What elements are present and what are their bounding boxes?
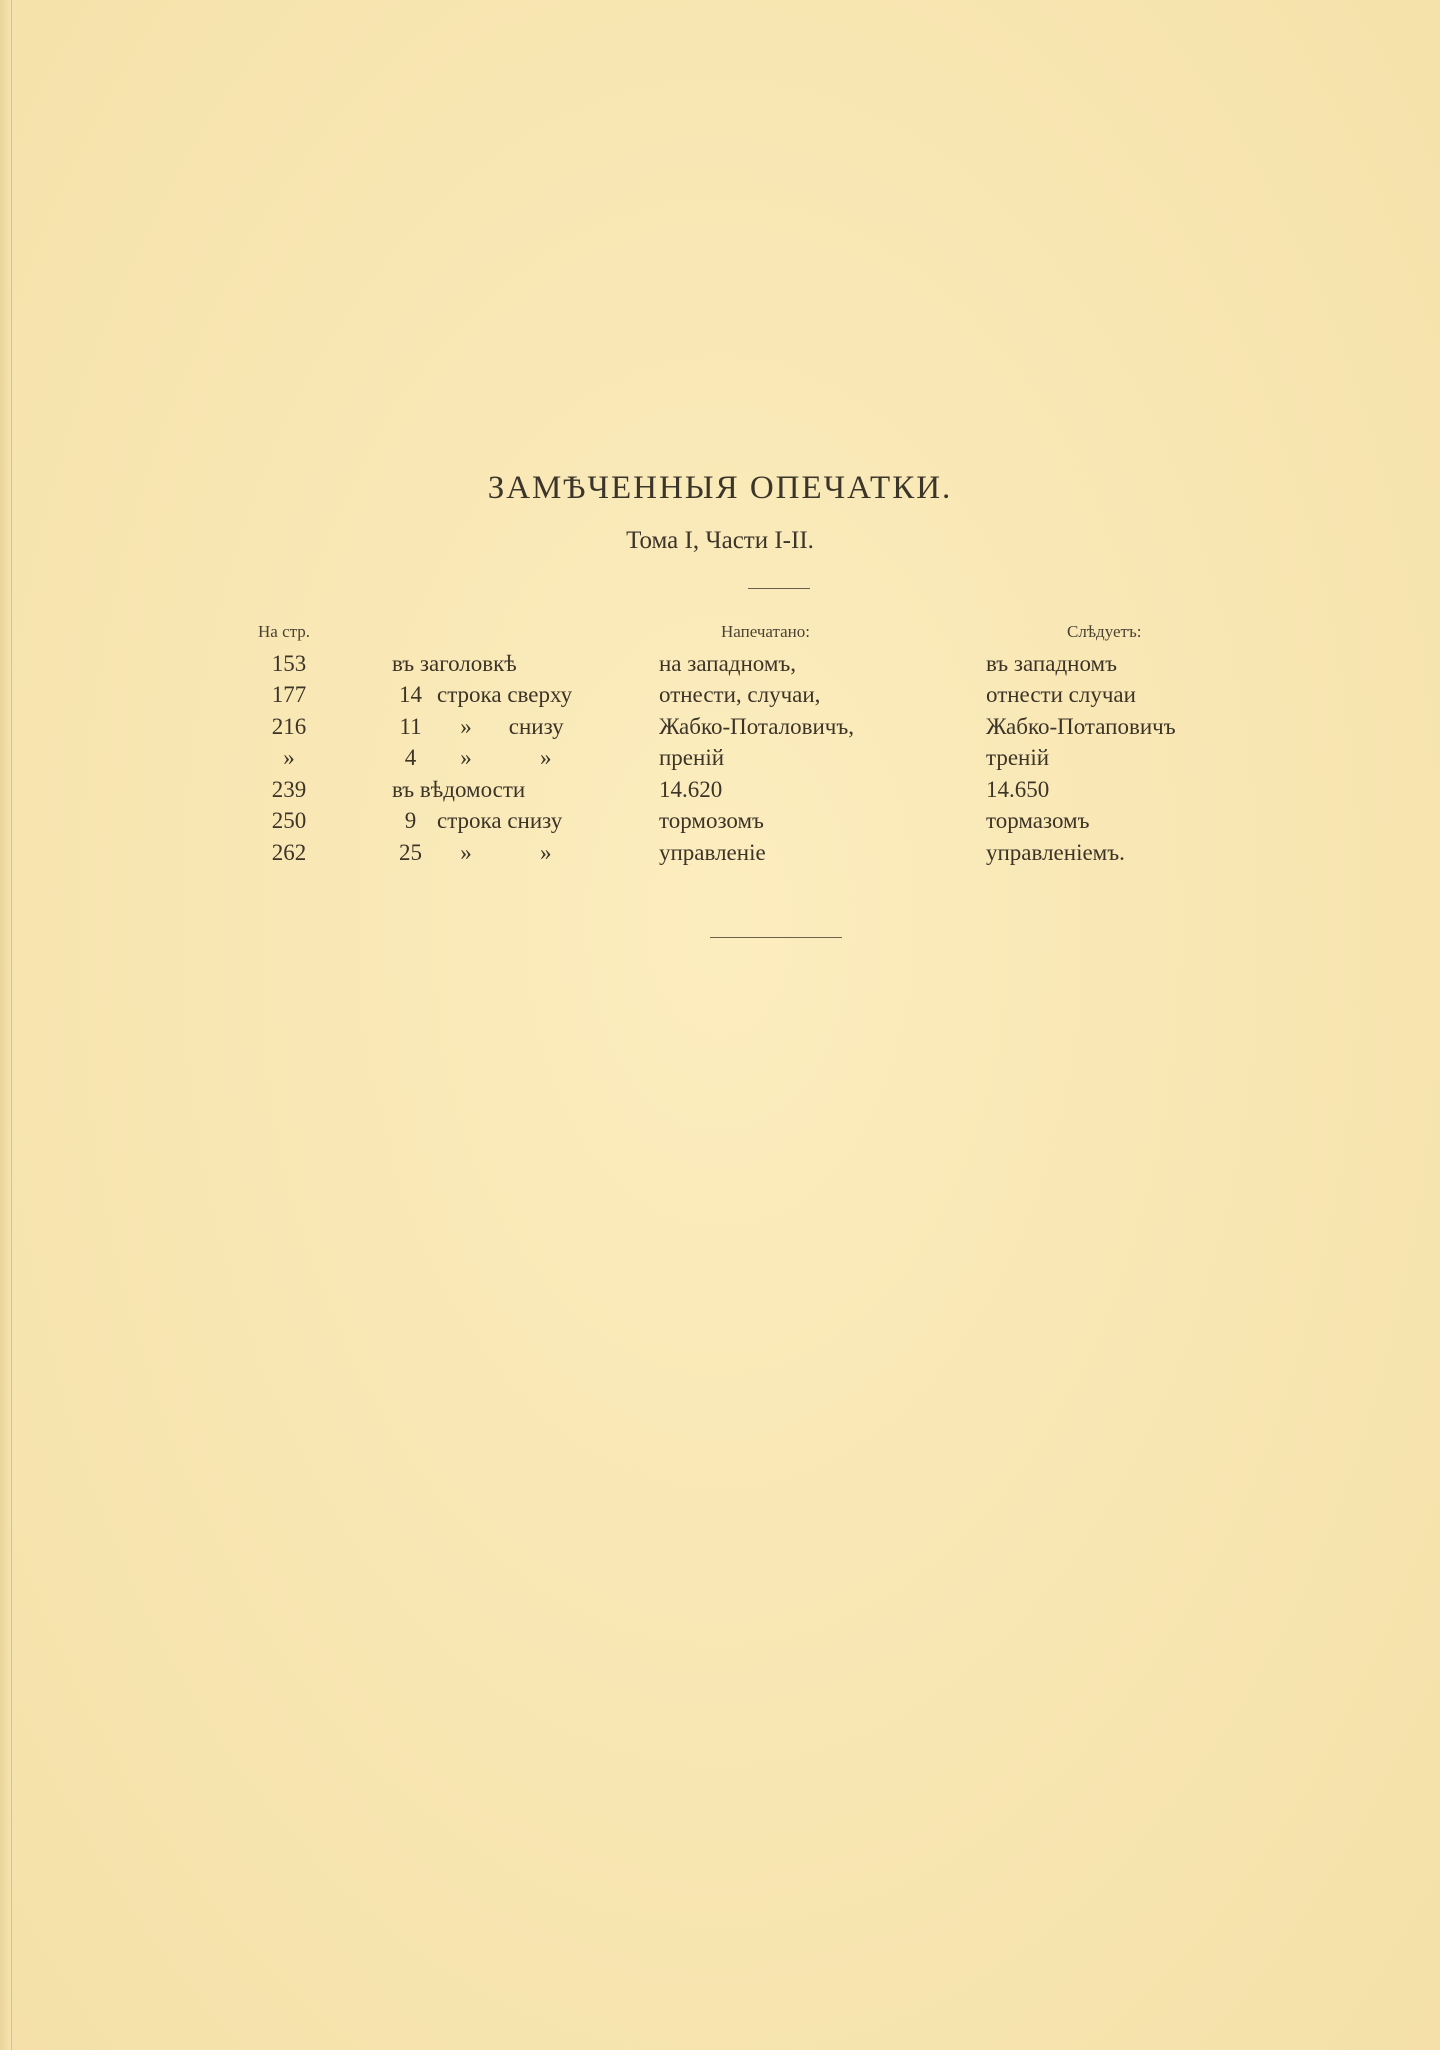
cell-line-number: 14 [399, 682, 422, 708]
table-row [250, 648, 1236, 680]
ditto-mark: » [460, 839, 472, 865]
cell-page: 250 [271, 808, 307, 834]
cell-where: строка сверху [437, 682, 573, 708]
cell-printed: на западномъ, [659, 650, 797, 676]
cell-printed: отнести, случаи, [659, 682, 821, 708]
cell-should: треній [986, 745, 1050, 771]
cell-printed: 14.620 [659, 776, 723, 802]
title-divider [748, 588, 810, 589]
cell-where-text: снизу [508, 713, 564, 739]
ditto-mark: » [540, 745, 552, 771]
cell-page: 153 [271, 650, 307, 676]
table-row [250, 806, 1236, 838]
ditto-mark: » [540, 839, 552, 865]
cell-page: 239 [271, 776, 307, 802]
cell-where: строка снизу [437, 808, 563, 834]
cell-line-number: 25 [399, 839, 422, 865]
cell-page: 177 [271, 682, 307, 708]
cell-page: » [283, 745, 295, 771]
end-divider [710, 937, 842, 938]
table-row [250, 743, 1236, 775]
cell-should: тормазомъ [986, 808, 1090, 834]
page-subtitle: Тома I, Части I-II. [626, 527, 814, 554]
cell-page: 262 [271, 839, 307, 865]
cell-printed: тормозомъ [659, 808, 764, 834]
table-row [250, 774, 1236, 806]
cell-where: въ заголовкѣ [392, 650, 517, 676]
cell-printed: управленіе [659, 839, 766, 865]
cell-printed: Жабко-Поталовичъ, [659, 713, 855, 739]
cell-line-number: 9 [404, 808, 417, 834]
cell-should: 14.650 [986, 776, 1050, 802]
cell-line-number: 4 [404, 745, 417, 771]
errata-table [250, 648, 1236, 869]
cell-where [429, 837, 659, 869]
ditto-mark: » [460, 745, 472, 771]
header-page: На стр. [258, 622, 311, 641]
page-title: ЗАМѢЧЕННЫЯ ОПЕЧАТКИ. [487, 470, 953, 506]
cell-page: 216 [271, 713, 307, 739]
table-row [250, 837, 1236, 869]
table-row [250, 680, 1236, 712]
header-should: Слѣдуетъ: [1067, 622, 1142, 641]
cell-where [429, 711, 659, 743]
cell-should: управленіемъ. [986, 839, 1125, 865]
cell-line-number: 11 [399, 713, 422, 739]
cell-should: отнести случаи [986, 682, 1136, 708]
cell-should: въ западномъ [986, 650, 1117, 676]
cell-where [429, 743, 659, 775]
binding-line [11, 0, 12, 2050]
cell-where: въ вѣдомости [392, 776, 526, 802]
ditto-mark: » [460, 713, 472, 739]
header-printed: Напечатано: [721, 622, 810, 641]
cell-should: Жабко-Потаповичъ [986, 713, 1176, 739]
table-row [250, 711, 1236, 743]
cell-printed: преній [659, 745, 725, 771]
